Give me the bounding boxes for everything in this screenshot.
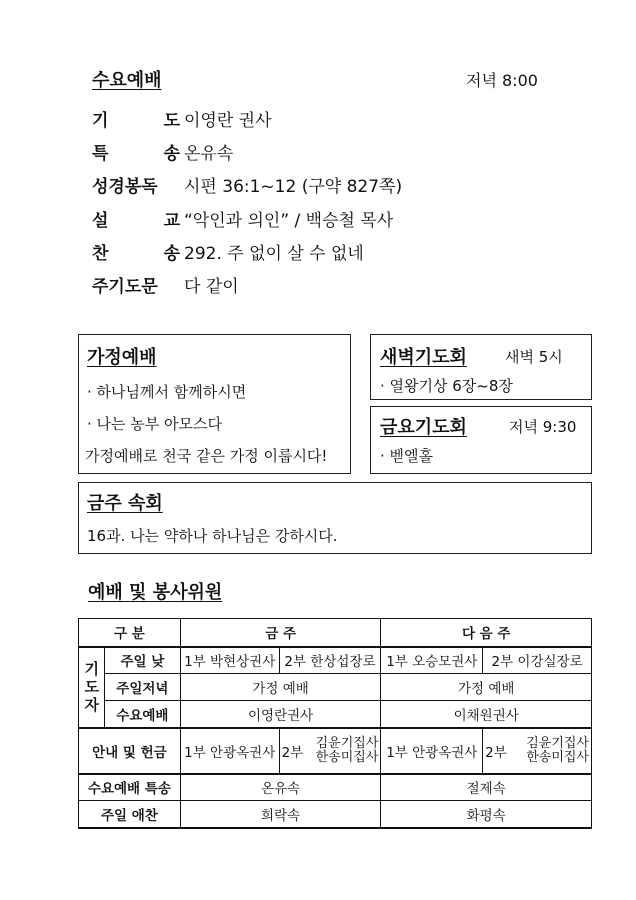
header-this-week: 금 주 — [180, 619, 381, 647]
roster-table — [78, 618, 592, 829]
cell: 화평속 — [381, 801, 592, 828]
row-label — [92, 239, 184, 264]
district-meeting-title: 금주 속회 — [87, 493, 163, 514]
table-header-row — [79, 619, 592, 647]
wednesday-service-time: 저녁 8:00 — [466, 71, 538, 90]
district-meeting-box — [78, 482, 592, 554]
row-label: 성경봉독 — [92, 176, 158, 197]
row-value: 292. 주 없이 살 수 없네 — [184, 243, 364, 264]
prayer-group-label — [79, 647, 105, 728]
service-row-special-song — [92, 139, 233, 163]
row-value: 다 같이 — [184, 276, 239, 297]
district-meeting-line: 16과. 나는 약하나 하나님은 강하시다. — [87, 527, 338, 545]
header-category: 구 분 — [79, 619, 181, 647]
label-char: 송 — [163, 243, 180, 264]
cell: 1부 박현상권사 — [180, 647, 279, 674]
cell: 희락속 — [180, 801, 381, 828]
cell: 1부 안광옥권사 — [381, 728, 483, 774]
service-row-sermon — [92, 206, 393, 230]
dawn-prayer-title: 새벽기도회 — [380, 347, 467, 368]
cell: 2부 한상섭장로 — [279, 647, 381, 674]
cell — [483, 728, 592, 774]
label-char: 찬 — [92, 243, 109, 264]
dawn-prayer-time: 새벽 5시 — [505, 348, 563, 366]
table-row — [79, 701, 592, 728]
service-row-prayer — [92, 106, 272, 130]
family-worship-line: · 하나님께서 함께하시면 — [87, 383, 247, 401]
family-worship-line: · 나는 농부 아모스다 — [87, 415, 222, 433]
label-char: 기 — [92, 110, 109, 131]
label-char: 송 — [163, 143, 180, 164]
label-char: 도 — [163, 110, 180, 131]
row-label: 주일저녁 — [104, 674, 180, 701]
name-line: 김윤기집사 — [526, 735, 589, 751]
row-label: 수요예배 — [104, 701, 180, 728]
cell: 이영란권사 — [180, 701, 381, 728]
row-label: 주기도문 — [92, 276, 158, 297]
header-next-week: 다 음 주 — [381, 619, 592, 647]
row-label: 주일 애찬 — [79, 801, 181, 828]
service-row-hymn — [92, 239, 364, 263]
service-row-lords-prayer — [92, 272, 239, 296]
row-value: 이영란 권사 — [184, 110, 272, 131]
family-worship-title: 가정예배 — [87, 347, 157, 368]
row-value: 시편 36:1~12 (구약 827쪽) — [184, 176, 403, 197]
friday-prayer-title: 금요기도회 — [380, 417, 467, 438]
table-row — [79, 647, 592, 674]
friday-prayer-time: 저녁 9:30 — [509, 418, 577, 436]
table-row — [79, 801, 592, 828]
row-label — [92, 106, 184, 131]
row-label — [92, 139, 184, 164]
row-label: 주일 낮 — [104, 647, 180, 674]
name-line: 한송미집사 — [526, 749, 589, 765]
cell: 온유속 — [180, 774, 381, 801]
friday-prayer-box — [370, 406, 592, 474]
label-char: 교 — [163, 210, 180, 231]
roster-title: 예배 및 봉사위원 — [88, 582, 223, 603]
family-worship-line: 가정예배로 천국 같은 가정 이룹시다! — [85, 447, 328, 465]
cell-content — [282, 737, 379, 765]
friday-prayer-line: · 벧엘홀 — [380, 447, 434, 465]
row-label: 안내 및 헌금 — [79, 728, 181, 774]
cell: 절제속 — [381, 774, 592, 801]
family-worship-box — [78, 334, 351, 474]
cell-names — [526, 737, 589, 765]
cell: 1부 오승모권사 — [381, 647, 483, 674]
table-row — [79, 728, 592, 774]
cell: 가정 예배 — [180, 674, 381, 701]
label-char: 설 — [92, 210, 109, 231]
cell-prefix: 2부 — [485, 744, 507, 761]
table-row — [79, 674, 592, 701]
row-label — [92, 206, 184, 231]
cell-content — [485, 737, 589, 765]
dawn-prayer-line: · 열왕기상 6장~8장 — [380, 377, 513, 395]
name-line: 한송미집사 — [315, 749, 379, 765]
table-row — [79, 774, 592, 801]
cell — [279, 728, 381, 774]
cell: 가정 예배 — [381, 674, 592, 701]
service-row-scripture — [92, 172, 402, 196]
name-line: 김윤기집사 — [315, 735, 379, 751]
prayer-group-text: 기도자 — [84, 660, 99, 714]
label-char: 특 — [92, 143, 109, 164]
row-value: 온유속 — [184, 143, 234, 164]
cell-names — [316, 737, 379, 765]
dawn-prayer-box — [370, 334, 592, 400]
cell: 1부 안광옥권사 — [180, 728, 279, 774]
cell-prefix: 2부 — [281, 744, 304, 761]
cell: 이채원권사 — [381, 701, 592, 728]
cell: 2부 이강실장로 — [483, 647, 592, 674]
row-label: 수요예배 특송 — [79, 774, 181, 801]
wednesday-service-title: 수요예배 — [92, 70, 162, 91]
row-value: “악인과 의인” / 백승철 목사 — [184, 210, 394, 231]
